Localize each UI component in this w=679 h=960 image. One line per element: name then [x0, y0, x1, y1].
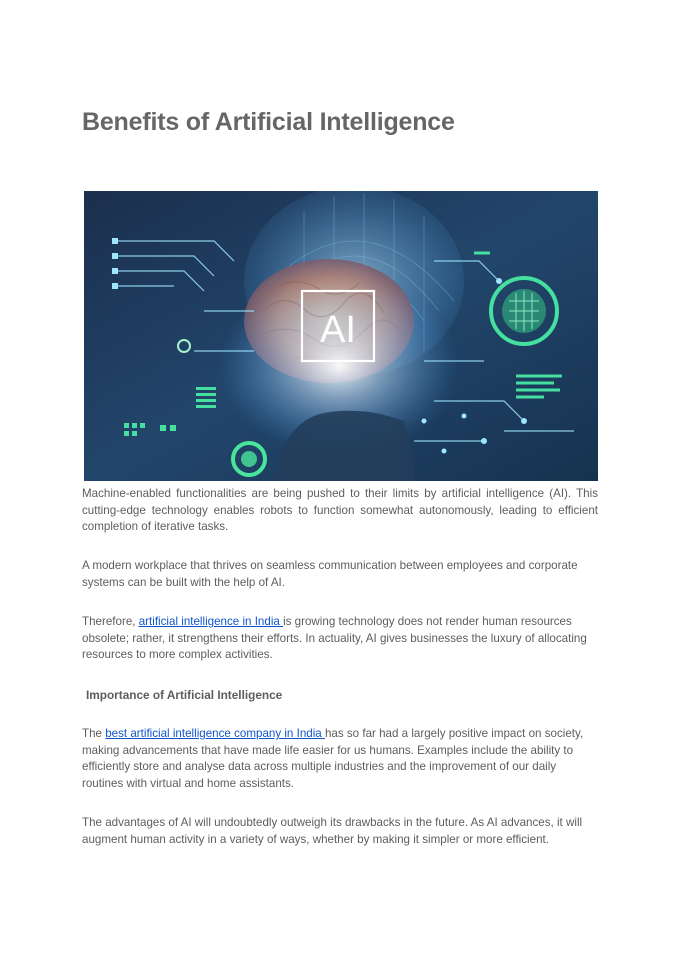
- paragraph-intro: Machine-enabled functionalities are being pushed to their limits by artificial intelligence (AI). This cutting-edge technology enables robots to function somewhat autonomously, leading to efficient completion of iterative tasks.: [82, 487, 598, 534]
- paragraph-text: Therefore,: [82, 615, 139, 628]
- ai-in-india-link[interactable]: artificial intelligence in India: [138, 615, 284, 628]
- paragraph-text: The: [82, 727, 106, 740]
- paragraph-text: is growing technology does not render human resources obsolete; rather, it strengthens their efforts. In actuality, AI gives businesses the luxury of allocating resources to more complex activities.: [82, 615, 587, 662]
- paragraph-resources: [82, 614, 598, 664]
- ai-label: AI: [320, 309, 356, 351]
- ai-hero-image: [84, 191, 598, 481]
- section-heading: Importance of Artificial Intelligence: [86, 688, 283, 702]
- best-ai-company-link[interactable]: best artificial intelligence company in India: [105, 727, 325, 740]
- paragraph-text: has so far had a largely positive impact on society, making advancements that have made life easier for us humans. Examples include the ability to efficiently store and analyse data across multiple industries and the improvement of our daily routines with virtual and home assistants.: [82, 727, 584, 790]
- paragraph-impact: [82, 726, 598, 792]
- page-title: Benefits of Artificial Intelligence: [82, 108, 455, 136]
- paragraph-workplace: A modern workplace that thrives on seamless communication between employees and corporate systems can be built with the help of AI.: [82, 559, 578, 589]
- paragraph-future: The advantages of AI will undoubtedly outweigh its drawbacks in the future. As AI advances, it will augment human activity in a variety of ways, whether by making it simpler or more efficient.: [82, 816, 583, 846]
